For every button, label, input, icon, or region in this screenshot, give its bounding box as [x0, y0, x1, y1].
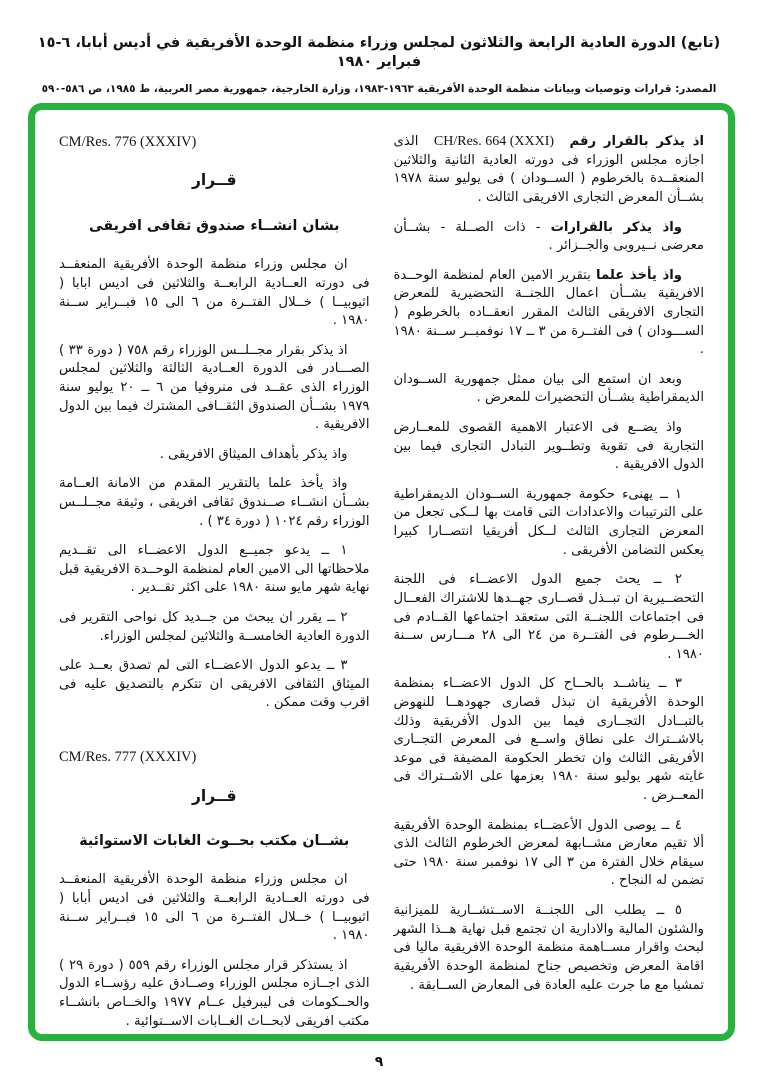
page-header: [0, 0, 758, 95]
right-column: [394, 132, 705, 1018]
paragraph-lead: واذ يأخذ علما: [596, 267, 682, 283]
item-2-decides: ٢ ــ يقرر ان يبحث من جــديد كل نواحى التقرير فى الدورة العادية الخامســة والثلاثين لمجلس الوزراء.: [59, 610, 370, 644]
paragraph-secretariat-report: واذ يأخذ علما بالتقرير المقدم من الامانة العــامة بشــأن انشــاء صــندوق ثقافى افريقى ، وثيقة مجــلــس الوزراء رقم ١٠٢٤ ( دورة ٣٤ ) .: [59, 476, 370, 529]
left-column: [59, 132, 370, 1029]
paragraph-lead: اذ يذكر بالقرار رقم: [569, 134, 704, 149]
paragraph-council-session: ان مجلس وزراء منظمة الوحدة الأفريقية المنعقــد فى دورته العــادية الرابعــة والثلاثين فى اديس ابابا ( اثيوبيــا ) خــلال الفتــرة من ٦ الى ١٥ فبــراير ســنة ١٩٨٠ .: [59, 257, 370, 329]
paragraph-charter-aims: واذ يذكر بأهداف الميثاق الافريقى .: [159, 446, 348, 462]
page-number: ٩: [374, 1054, 384, 1070]
item-5-requests: ٥ ــ يطلب الى اللجنــة الاســتشــارية للميزانية والشئون المالية والادارية ان تجتمع قبل نهاية هــذا الشهر لبحث واقرار مســاهمة منظمة الوحدة الافريقية ماليا فى اقامة المعرض وتخصيص جناح لمنظمة الوحدة الأفريقية تمشيا مع ما جرت عليه العادة فى المعارض الســابقة .: [393, 903, 704, 993]
item-2-urges: ٢ ــ يحث جميع الدول الاعضــاء فى اللجنة التحضــيرية ان تبــذل قصــارى جهــدها للاشتراك الفعــال فى اجتماعات اللجنــة التى ستعقد اجتماعها القــادم فى الخـــرطوم فى الفتــرة من ٢٤ الى ٢٨ مـــارس ســنة ١٩٨٠ .: [393, 572, 704, 662]
item-4-recommends: ٤ ــ يوصى الدول الأعضــاء بمنظمة الوحدة الأفريقية ألا تقيم معارض مشــابهة لمعرض الخرطوم الثالث الذى سيقام خلال الفترة من ٣ الى ١٧ نوفمبر سنة ١٩٨٠ حتى تضمن له النجاح .: [393, 817, 705, 889]
decision-label: قــرار: [191, 171, 237, 190]
item-1-invites: ١ ــ يدعو جميــع الدول الاعضــاء الى تقــديم ملاحظاتها الى الامين العام لمنظمة الوحــدة الافريقية قبل نهاية شهر مايو سنة ١٩٨٠ على اكثر تقــدير .: [59, 543, 370, 596]
source-citation: المصدر: قرارات وتوصيات وبيانات منظمة الوحدة الأفريقية ١٩٦٣-١٩٨٣، وزارة الخارجية، جمهورية مصر العربية، ط ١٩٨٥، ص ٥٨٦-٥٩٠: [41, 82, 717, 95]
resolution-title-cultural-fund: بشان انشــاء صندوق ثقافى افريقى: [89, 218, 340, 235]
resolution-ref-cm776: CM/Res. 776 (XXXIV): [59, 134, 197, 150]
two-column-layout: [59, 132, 705, 1029]
item-3-invites-ratify: ٣ ــ يدعو الدول الاعضــاء التى لم تصدق بعــد على الميثاق الثقافى الافريقى ان تتكرم بالتصديق عليه فى اقرب وقت ممكن .: [59, 658, 370, 711]
paragraph-recall-758: اذ يذكر بقرار مجــلــس الوزراء رقم ٧٥٨ ( دورة ٣٣ ) الصـــادر فى الدورة العــادية الثالثة والثلاثين لمجلس الوزراء الذى عقــد فى منروفيا من ٦ ــ ٢٠ يوليو سنة ١٩٧٩ بشــأن الصندوق الثقــافى المشترك فيما بين الدول الافريقية .: [59, 342, 370, 433]
resolution-ref-cm777: CM/Res. 777 (XXXIV): [59, 749, 197, 766]
paragraph-recall-559: اذ يستذكر قرار مجلس الوزراء رقم ٥٥٩ ( دورة ٢٩ ) الذى اجــازه مجلس الوزراء وصــادق عليه رؤســاء الدول والحــكومات فى ليبرفيل عــام ١٩٧٧ والخــاص بانشــاء مكتب افريقى لابحــاث الغــابات الاســتوائية .: [59, 957, 370, 1029]
paragraph-text: بتقرير الامين العام لمنظمة الوحــدة الافريقية بشــأن اعمال اللجنــة التحضيرية للمعرض التجارى الافريقى الثالث المقرر انعقــاده بالخرطوم ( الســـودان ) فى الفتــرة من ٣ ــ ١٧ نوفمبــر ســنة ١٩٨٠ .: [393, 267, 704, 358]
paragraph-related-resolutions: [394, 219, 705, 256]
paragraph-council-session-2: ان مجلس وزراء منظمة الوحدة الأفريقية المنعقــد فى دورته العــادية الرابعــة والثلاثين فى اديس أبابا ( اثيوبيــا ) خــلال الفتــرة من ٦ الى ١٥ فبــراير ســنة ١٩٨٠ .: [59, 872, 370, 944]
paragraph-text: الذى اجازه مجلس الوزراء فى دورته العادية الثانية والثلاثين المنعقــدة بالخرطوم ( الســودان ) فى يوليو سنة ١٩٧٨ بشــأن المعرض التجارى الافريقى الثالث .: [393, 134, 704, 205]
decision-label: قــرار: [191, 786, 237, 805]
paragraph-recall-resolution: [394, 132, 705, 208]
paragraph-sudan-statement: وبعد ان استمع الى بيان ممثل جمهورية الســودان الديمقراطية بشــأن التحضيرات للمعرض .: [393, 371, 704, 406]
paragraph-lead: واذ يذكر بالقرارات: [550, 219, 682, 235]
green-border-frame: [28, 103, 735, 1041]
resolution-ref-ch664: CH/Res. 664 (XXXI): [433, 134, 555, 149]
resolution-title-forest-research: بشــان مكتب بحــوث الغابات الاستوائية: [79, 833, 350, 850]
paragraph-considering: واذ يضــع فى الاعتبار الاهمية القصوى للمعــارض التجارية فى تقوية وتطــوير التبادل التجارى فيما بين الدول الافريقية .: [393, 420, 704, 473]
item-3-appeals: ٣ ــ يناشــد بالحــاح كل الدول الاعضــاء بمنظمة الوحدة الأفريقية ان تبذل قصارى جهودهــا للنهوض بالتبــادل التجــارى فيما بين الدول الأفريقية وذلك بالاشــتراك على نطاق واســع فى المعرض التجــارى الأفريقى الثالث وان تخطر الحكومة المضيفة فى موعد غايته شهر يوليو سنة ١٩٨٠ بعزمها على الاشــتراك فى المعــرض .: [393, 676, 704, 804]
paragraph-sg-report: [394, 267, 705, 360]
session-title: (تابع) الدورة العادية الرابعة والثلاثون لمجلس وزراء منظمة الوحدة الأفريقية في أديس أبابا، ٦-١٥ فبراير ١٩٨٠: [37, 35, 721, 70]
item-1-congratulates: ١ ــ يهنىء حكومة جمهورية الســودان الديمقراطية على الترتيبات والاعدادات التى قامت بها لــكى تجعل من المعرض التجارى الثالث لــكل أفريقيا انتصــارا كبيرا يعكس التضامن الأفريقى .: [393, 486, 704, 558]
paragraph-text: - ذات الصــلة - بشــأن معرضى نــيروبى والجــزائر .: [393, 219, 704, 254]
